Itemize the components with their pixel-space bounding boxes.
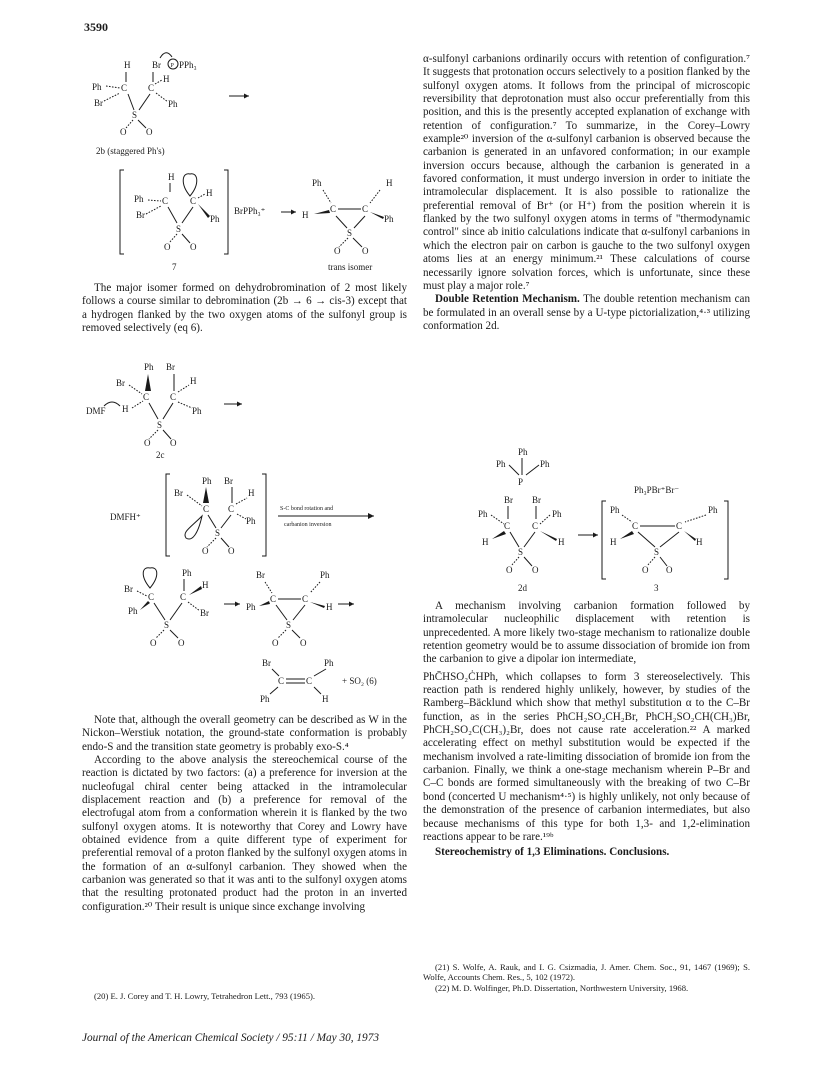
left-text-lower xyxy=(82,714,407,914)
atom-o: O xyxy=(146,127,153,137)
paragraph: Note that, although the overall geometry can be described as W in the Nickon–Werstiuk notation, the ground-state conformation is probably endo-S and the transition state geometry is probably exo-S.⁴ xyxy=(82,714,407,753)
label-2d: 2d xyxy=(518,583,527,593)
double-retention-text: The double retention mechanism can be formulated in an overall sense by a U-type pictorialization,⁴·³ utilizing conformation 2d. xyxy=(423,293,750,332)
paragraph: The major isomer formed on dehydrobromination of 2 most likely follows a course similar to debromination (2b → 6 → cis-3) except that a hydrogen flanked by the two oxygen atoms of the sulfonyl group is removed selectively (eq 6). xyxy=(82,282,407,335)
atom-br: Br xyxy=(124,584,133,594)
atom-h: H xyxy=(168,172,175,182)
atom-o: O xyxy=(506,565,513,575)
atom-c: C xyxy=(148,83,155,93)
atom-s: S xyxy=(286,620,292,630)
scheme-7 xyxy=(118,166,408,276)
curved-arrow xyxy=(160,53,172,58)
paragraph: According to the above analysis the stereochemical course of the reaction is dictated by two factors: (a) a preference for inversion at the nucleofugal chiral center being attacked in the intramolecular displacement reaction and (b) a preference for removal of the electrofugal atom from a conformation wherein it is flanked by the two sulfonyl oxygen atoms. It is noteworthy that Corey and Lowry have obtained evidence from a quite different type of experiment for preferential removal of a proton flanked by the sulfonyl oxygen atoms in the formation of an α-sulfonyl carbanion. They showed when the carbanion was generated so that it was anti to the sulfonyl oxygen atoms that the resulting protonated product had the proton in an inverted configuration.²⁰ Their result is unique since exchange involving xyxy=(82,754,407,913)
atom-ph: Ph xyxy=(320,570,330,580)
footnote: (22) M. D. Wolfinger, Ph.D. Dissertation, Northwestern University, 1968. xyxy=(435,982,689,993)
paragraph: PhC̄HSO₂ĊHPh, which collapses to form 3 stereoselectively. This reaction path is rendered highly unlikely, however, by studies of the Ramberg–Bäcklund which show that methyl substitution α to the C–Br function, as in the series PhCH₂SO₂CH₂Br, PhCH₂SO₂CH(CH₃)Br, PhCH₂SO₂C(CH₃)₂Br, does not cause rate acceleration.²² A marked accelerating effect on methyl substitution would be expected if the mechanism involved a rate-limiting dissociation of bromide ion from the carbanion. Finally, we think a one-stage mechanism wherein P–Br and C–C bonds are formed simultaneously with the breaking of two C–Br bond (concerted U mechanism⁴·⁵) is highly unlikely, not only because of the demonstration of the presence of carbanion intermediates, but also because mechanisms of this type for both 1,3- and 1,2-elimination reactions appear to be rare.¹⁹ᵇ xyxy=(423,670,750,843)
brpph3-label: BrPPh₃⁺ xyxy=(234,206,266,216)
atom-o: O xyxy=(170,438,177,448)
label-7: 7 xyxy=(172,262,177,272)
atom-h: H xyxy=(696,537,703,547)
atom-br: Br xyxy=(532,495,541,505)
atom-p: P xyxy=(518,477,524,487)
atom-c: C xyxy=(362,204,369,214)
arrow-top-label: S-C bond rotation and xyxy=(280,506,334,512)
atom-o: O xyxy=(272,638,279,648)
atom-ph: Ph xyxy=(610,505,620,515)
atom-c: C xyxy=(228,504,235,514)
atom-o: O xyxy=(300,638,307,648)
atom-ph: Ph xyxy=(92,82,102,92)
atom-ph: Ph xyxy=(552,509,562,519)
atom-ph: Ph xyxy=(478,509,488,519)
atom-ph: Ph xyxy=(134,194,144,204)
atom-ph: Ph xyxy=(260,694,270,704)
atom-s: S xyxy=(157,420,163,430)
atom-ph: Ph xyxy=(210,214,220,224)
atom-ph: Ph xyxy=(168,99,178,109)
atom-ph: Ph xyxy=(192,406,202,416)
atom-h: H xyxy=(190,376,197,386)
atom-h: H xyxy=(322,694,329,704)
atom-br: Br xyxy=(116,378,125,388)
paragraph: A mechanism involving carbanion formation followed by intramolecular nucleophilic displacement with retention is unprecedented. A more likely two-stage mechanism to rationalize double retention geometry would be to assume dissociation of bromide ion from the carbanion to give a dipolar ion intermediate, xyxy=(423,600,750,666)
atom-o: O xyxy=(642,565,649,575)
atom-ph: Ph xyxy=(708,505,718,515)
atom-c: C xyxy=(278,676,285,686)
atom-h: H xyxy=(122,404,129,414)
atom-c: C xyxy=(676,521,683,531)
atom-p: P xyxy=(170,63,174,69)
curved-arrow xyxy=(104,402,120,406)
atom-ph: Ph xyxy=(540,459,550,469)
pph3-label: PPh₃ xyxy=(179,60,197,70)
label-trans: trans isomer xyxy=(328,262,373,272)
left-para-major xyxy=(82,282,407,335)
atom-s: S xyxy=(176,224,182,234)
atom-o: O xyxy=(150,638,157,648)
atom-o: O xyxy=(666,565,673,575)
atom-s: S xyxy=(654,547,660,557)
atom-br: Br xyxy=(166,362,175,372)
atom-s: S xyxy=(347,228,353,238)
atom-c: C xyxy=(270,594,277,604)
journal-footer: Journal of the American Chemical Society / 95:11 / May 30, 1973 xyxy=(82,1032,380,1044)
atom-c: C xyxy=(180,592,187,602)
atom-c: C xyxy=(302,594,309,604)
atom-s: S xyxy=(132,110,138,120)
atom-s: S xyxy=(518,547,524,557)
atom-c: C xyxy=(632,521,639,531)
atom-o: O xyxy=(202,546,209,556)
paragraph: α-sulfonyl carbanions ordinarily occurs with retention of configuration.⁷ It suggests that protonation occurs selectively to a position flanked by the sulfonyl oxygen atoms. It follows from the principal of microscopic reversibility that deprotonation must also occur preferentially from this position, and this is the presently accepted explanation of exchange with retention of configuration.⁷ To summarize, in the Corey–Lowry example²⁰ inversion of the α-sulfonyl carbanion is observed because the carbanion is generated in an unfavored conformation; in our example inversion occurs because, although the carbanion is generated in a favored conformation, it must undergo inversion in order to initiate the intramolecular displacement. It is also possible to rationalize the preferential removal of Br⁺ (or H⁺) from the position wherein it is flanked by the two sulfonyl oxygen atoms in terms of "thermodynamic control" since ab initio calculations indicate that α-sulfonyl carbanions in which the electron pair on carbon is gauche to the two sulfonyl oxygen atoms lies at an energy minimum.²¹ These calculations of course necessarily ignore solvation forces, which is unfortunate, since these must play a major role.⁷ xyxy=(423,53,750,292)
atom-ph: Ph xyxy=(202,476,212,486)
right-text-lower xyxy=(423,600,750,860)
atom-ph: Ph xyxy=(518,447,528,457)
scheme-eq6 xyxy=(120,566,390,706)
atom-h: H xyxy=(124,60,131,70)
atom-br: Br xyxy=(224,476,233,486)
atom-br: Br xyxy=(136,210,145,220)
right-text-upper xyxy=(423,53,750,333)
atom-h: H xyxy=(558,537,565,547)
scheme-2c-intermediate xyxy=(110,472,380,564)
page-number: 3590 xyxy=(84,20,108,34)
paragraph xyxy=(423,293,750,333)
scheme-2b xyxy=(86,50,256,162)
atom-c: C xyxy=(190,196,197,206)
atom-s: S xyxy=(215,528,221,538)
atom-o: O xyxy=(190,242,197,252)
atom-ph: Ph xyxy=(182,568,192,578)
atom-c: C xyxy=(143,392,150,402)
so2-eq: + SO₂ (6) xyxy=(342,676,377,686)
footnote: (21) S. Wolfe, A. Rauk, and I. G. Csizmadia, J. Amer. Chem. Soc., 91, 1467 (1969); S. Wolfe, Accounts Chem. Res., 5, 102 (1972). xyxy=(423,962,750,983)
atom-o: O xyxy=(334,246,341,256)
atom-c: C xyxy=(532,521,539,531)
pph3pbr-label: Ph₃PBr⁺Br⁻ xyxy=(634,485,680,495)
atom-h: H xyxy=(206,188,213,198)
atom-ph: Ph xyxy=(384,214,394,224)
atom-c: C xyxy=(504,521,511,531)
footnote: (20) E. J. Corey and T. H. Lowry, Tetrahedron Lett., 793 (1965). xyxy=(94,991,316,1001)
atom-s: S xyxy=(164,620,170,630)
atom-h: H xyxy=(610,537,617,547)
atom-br: Br xyxy=(174,488,183,498)
atom-br: Br xyxy=(200,608,209,618)
atom-c: C xyxy=(203,504,210,514)
atom-h: H xyxy=(163,74,170,84)
atom-o: O xyxy=(120,127,127,137)
arrow-bottom-label: carbanion inversion xyxy=(284,522,332,528)
dmf-label: DMF xyxy=(86,406,106,416)
atom-br: Br xyxy=(94,98,103,108)
scheme-2c xyxy=(86,358,256,460)
atom-br: Br xyxy=(262,658,271,668)
atom-h: H xyxy=(326,602,333,612)
right-footnotes xyxy=(423,962,750,993)
atom-h: H xyxy=(386,178,393,188)
atom-c: C xyxy=(162,196,169,206)
atom-br: Br xyxy=(504,495,513,505)
atom-br: Br xyxy=(152,60,161,70)
atom-h: H xyxy=(202,580,209,590)
lone-pair-lobe xyxy=(183,174,197,196)
atom-h: H xyxy=(248,488,255,498)
atom-ph: Ph xyxy=(496,459,506,469)
lone-pair-lobe xyxy=(185,516,202,539)
atom-c: C xyxy=(148,592,155,602)
double-retention-heading: Double Retention Mechanism. xyxy=(435,293,580,306)
atom-ph: Ph xyxy=(312,178,322,188)
atom-br: Br xyxy=(256,570,265,580)
atom-o: O xyxy=(144,438,151,448)
dmfh-label: DMFH⁺ xyxy=(110,512,141,522)
scheme-2d-3 xyxy=(460,445,730,595)
label-2b: 2b (staggered Ph's) xyxy=(96,146,165,156)
atom-o: O xyxy=(164,242,171,252)
atom-ph: Ph xyxy=(246,516,256,526)
atom-ph: Ph xyxy=(128,606,138,616)
atom-c: C xyxy=(121,83,128,93)
atom-h: H xyxy=(302,210,309,220)
atom-ph: Ph xyxy=(246,602,256,612)
atom-c: C xyxy=(330,204,337,214)
label-3: 3 xyxy=(654,583,659,593)
footnote-20 xyxy=(82,991,407,1001)
atom-ph: Ph xyxy=(144,362,154,372)
atom-ph: Ph xyxy=(324,658,334,668)
atom-h: H xyxy=(482,537,489,547)
atom-c: C xyxy=(170,392,177,402)
stereo-heading: Stereochemistry of 1,3 Eliminations. Conclusions. xyxy=(435,846,670,859)
atom-c: C xyxy=(306,676,313,686)
atom-o: O xyxy=(228,546,235,556)
label-2c: 2c xyxy=(156,450,165,460)
atom-o: O xyxy=(178,638,185,648)
lone-pair-lobe xyxy=(143,568,157,588)
atom-o: O xyxy=(532,565,539,575)
atom-o: O xyxy=(362,246,369,256)
